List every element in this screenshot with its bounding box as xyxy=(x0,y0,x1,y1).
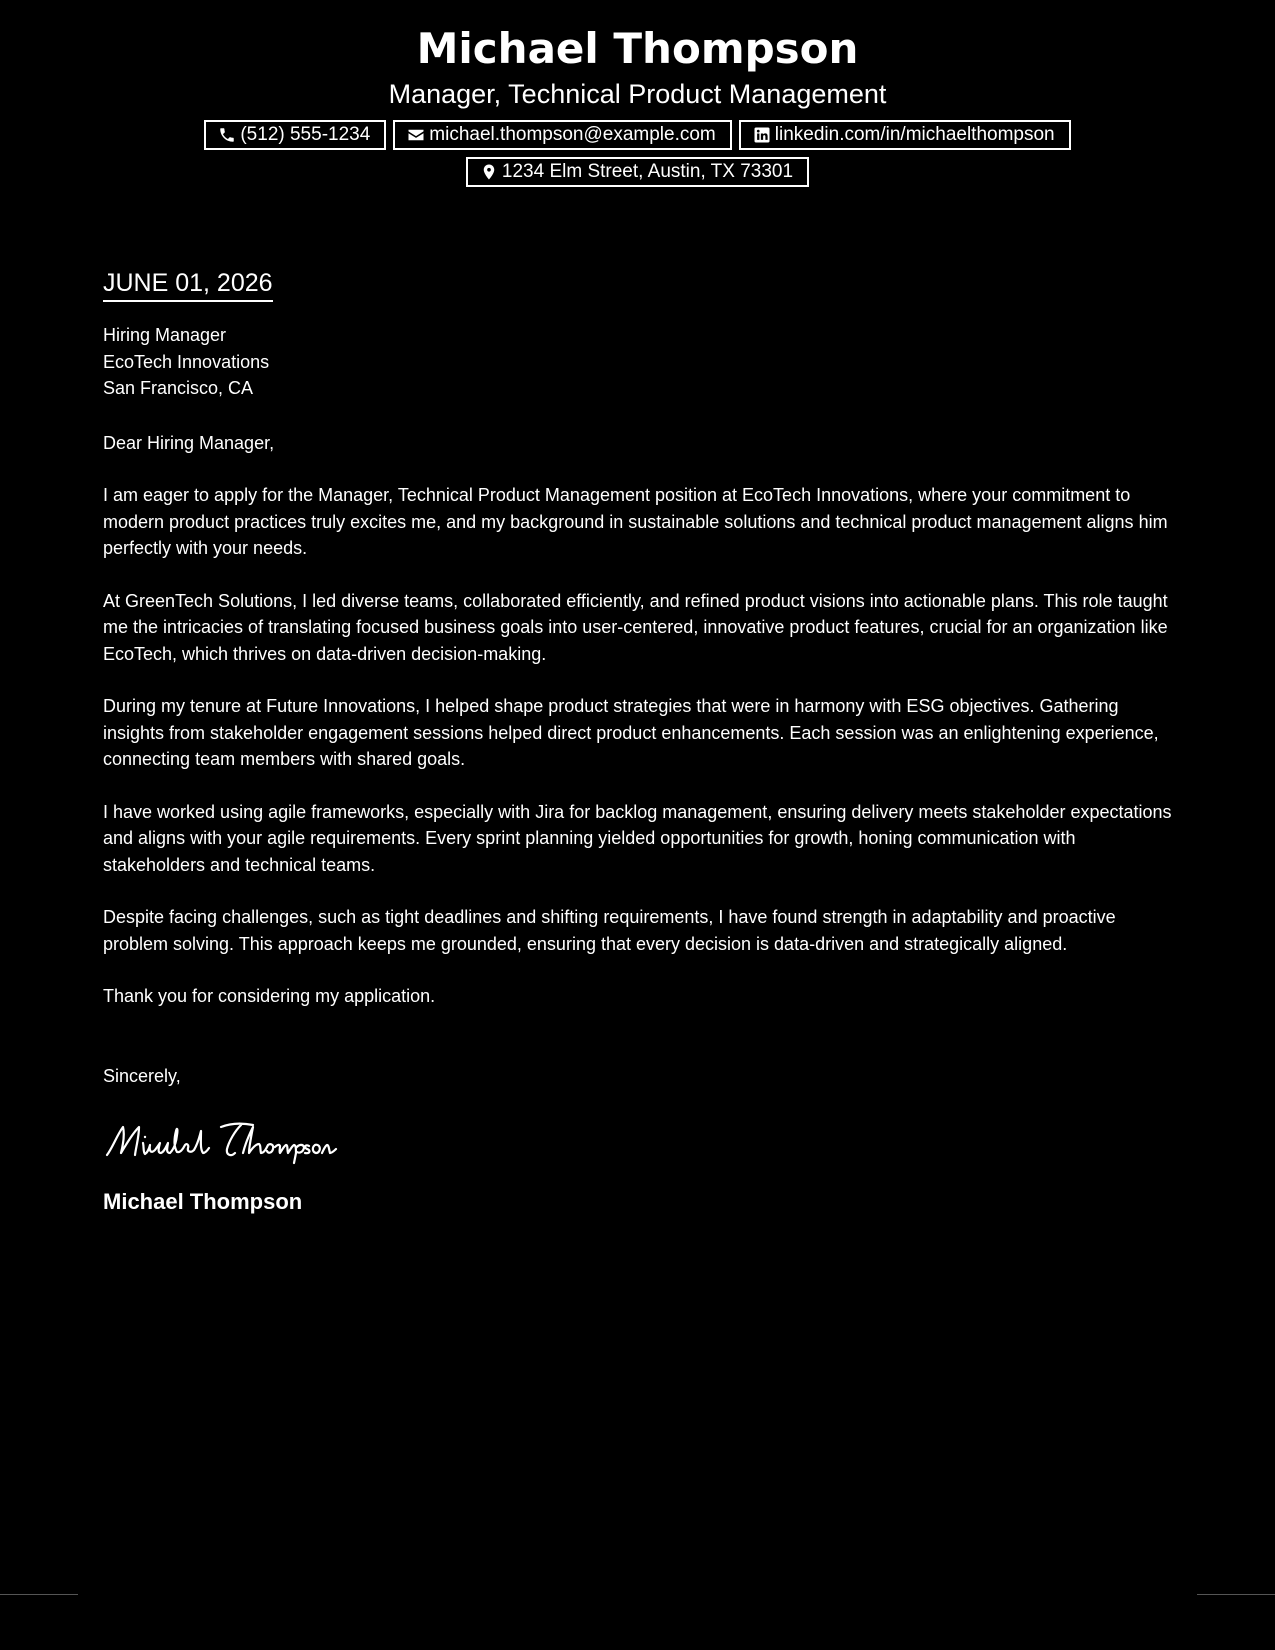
signed-name: Michael Thompson xyxy=(103,1189,303,1214)
phone-icon xyxy=(218,126,236,144)
salutation: Dear Hiring Manager, xyxy=(103,432,275,453)
envelope-icon xyxy=(407,126,425,144)
body-paragraph: At GreenTech Solutions, I led diverse teams, collaborated efficiently, and refined product visions into actionable plans. This role taught me the intricacies of translating focused business goals into user-centered, innovative product features, crucial for an organization like EcoTech, which thrives on data-driven decision-making. xyxy=(103,590,1168,664)
body-paragraph: During my tenure at Future Innovations, I helped shape product strategies that were in harmony with ESG objectives. Gathering insights from stakeholder engagement sessions helped direct product enhancements. Each session was an enlightening experience, connecting team members with shared goals. xyxy=(103,696,1159,769)
recipient-line: San Francisco, CA xyxy=(103,378,254,398)
address-contact xyxy=(466,157,809,187)
contact-row xyxy=(0,120,1275,150)
address-row xyxy=(0,157,1275,187)
letter-body xyxy=(103,266,1173,1217)
footer-rule-left xyxy=(0,1594,78,1595)
linkedin-contact[interactable] xyxy=(739,120,1071,150)
body-paragraph: Thank you for considering my application. xyxy=(103,986,436,1006)
applicant-name: Michael Thompson xyxy=(416,24,859,73)
email-contact[interactable] xyxy=(393,120,731,150)
handwritten-signature xyxy=(103,1117,373,1167)
phone-text: (512) 555-1234 xyxy=(240,124,371,145)
address-text: 1234 Elm Street, Austin, TX 73301 xyxy=(501,161,794,182)
closing: Sincerely, xyxy=(103,1065,181,1086)
body-paragraph: Despite facing challenges, such as tight deadlines and shifting requirements, I have found strength in adaptability and proactive problem solving. This approach keeps me grounded, ensuring that every decision is data-driven and strategically aligned. xyxy=(103,907,1116,954)
letter-date: JUNE 01, 2026 xyxy=(103,266,273,302)
recipient-line: Hiring Manager xyxy=(103,325,227,345)
linkedin-text: linkedin.com/in/michaelthompson xyxy=(774,124,1055,145)
phone-contact[interactable] xyxy=(204,120,386,150)
footer-rule-right xyxy=(1197,1594,1275,1595)
letterhead xyxy=(0,20,1275,194)
email-text: michael.thompson@example.com xyxy=(429,124,716,145)
map-marker-icon xyxy=(480,163,498,181)
recipient-block xyxy=(103,322,1173,402)
recipient-line: EcoTech Innovations xyxy=(103,351,270,372)
body-paragraph: I have worked using agile frameworks, especially with Jira for backlog management, ensuring delivery meets stakeholder expectations and aligns with your agile requirements. Every sprint planning yielded opportunities for growth, honing communication with stakeholders and technical teams. xyxy=(103,801,1172,875)
linkedin-icon xyxy=(753,126,771,144)
job-title: Manager, Technical Product Management xyxy=(388,79,887,109)
body-paragraph: I am eager to apply for the Manager, Technical Product Management position at EcoTech Innovations, where your commitment to modern product practices truly excites me, and my background in sustainable solutions and technical product management aligns him perfectly with your needs. xyxy=(103,485,1168,558)
